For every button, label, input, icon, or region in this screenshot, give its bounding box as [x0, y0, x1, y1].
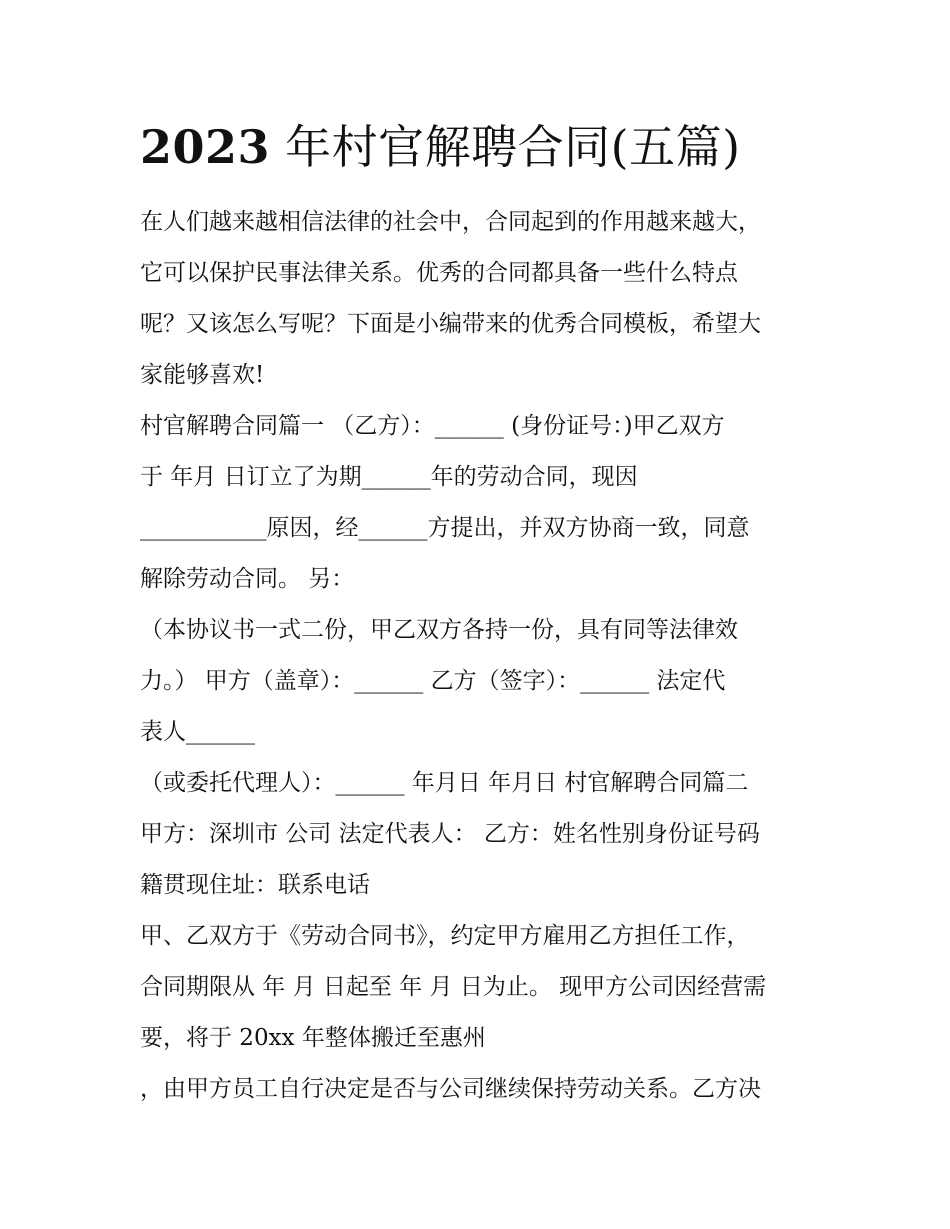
text-line-1: 在人们越来越相信法律的社会中，合同起到的作用越来越大，: [140, 209, 761, 235]
document-body: [140, 197, 820, 1115]
text-line-2: 它可以保护民事法律关系。优秀的合同都具备一些什么特点: [140, 260, 738, 286]
text-line-16: 合同期限从 年 月 日起至 年 月 日为止。 现甲方公司因经营需: [140, 974, 767, 1000]
text-line-14: 籍贯现住址：联系电话: [140, 872, 370, 898]
text-line-5: 村官解聘合同篇一 （乙方）：______ (身份证号：)甲乙双方: [140, 413, 725, 439]
text-line-10: 力。） 甲方（盖章）：______ 乙方（签字）：______ 法定代: [140, 668, 726, 694]
text-line-11: 表人______: [140, 719, 255, 745]
text-line-3: 呢？又该怎么写呢？下面是小编带来的优秀合同模板，希望大: [140, 311, 761, 337]
text-line-8: 解除劳动合同。 另：: [140, 566, 355, 592]
text-line-13: 甲方：深圳市 公司 法定代表人： 乙方：姓名性别身份证号码: [140, 821, 760, 847]
text-line-7: ___________原因，经______方提出，并双方协商一致，同意: [140, 515, 750, 541]
title-year: 2023: [140, 120, 271, 174]
document-title: [140, 112, 840, 182]
text-line-15: 甲、乙双方于《劳动合同书》，约定甲方雇用乙方担任工作，: [140, 923, 750, 949]
text-line-6: 于 年月 日订立了为期______年的劳动合同，现因: [140, 464, 638, 490]
title-text: 年村官解聘合同(五篇): [270, 120, 741, 174]
text-line-17: 要，将于 20xx 年整体搬迁至惠州: [140, 1025, 486, 1051]
text-line-4: 家能够喜欢!: [140, 362, 265, 388]
text-line-18: ，由甲方员工自行决定是否与公司继续保持劳动关系。乙方决: [140, 1076, 761, 1102]
text-line-9: （本协议书一式二份，甲乙双方各持一份，具有同等法律效: [140, 617, 738, 643]
text-line-12: （或委托代理人）：______ 年月日 年月日 村官解聘合同篇二: [140, 770, 749, 796]
